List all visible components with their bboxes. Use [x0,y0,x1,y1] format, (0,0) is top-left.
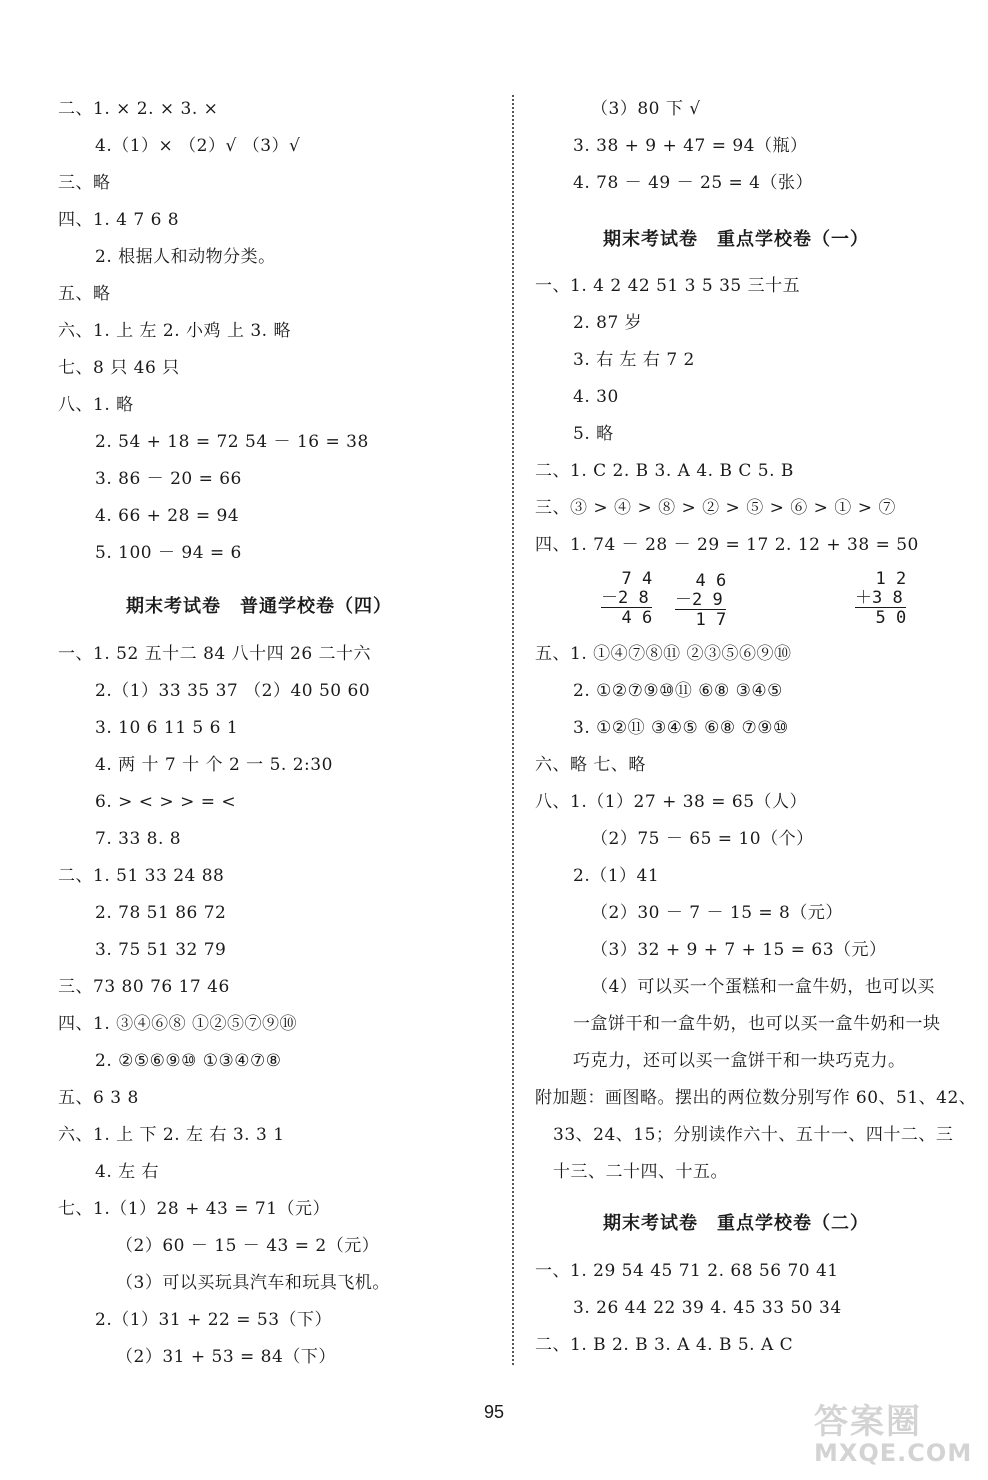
answer-line: 二、1. × 2. × 3. × [58,99,219,119]
answer-line: 4. 78 － 49 － 25 = 4（张） [573,173,814,193]
answer-line: 4. 左 右 [95,1162,160,1182]
answer-line: （2）75 － 65 = 10（个） [591,829,814,849]
answer-line: 六、1. 上 左 2. 小鸡 上 3. 略 [58,321,291,341]
answer-line: （3）可以买玩具汽车和玩具飞机。 [116,1273,390,1293]
answer-line: 2. 54 + 18 = 72 54 － 16 = 38 [95,432,369,452]
answer-line: 二、1. 51 33 24 88 [58,866,225,886]
answer-line: 五、略 [58,284,111,304]
answer-line: 附加题：画图略。摆出的两位数分别写作 60、51、42、 [535,1088,977,1108]
calc-row: －2 9 [675,590,723,610]
section-heading: 期末考试卷 重点学校卷（二） [603,1213,869,1234]
answer-line: 4. 66 + 28 = 94 [95,506,240,526]
answer-line: （2）60 － 15 － 43 = 2（元） [116,1236,380,1256]
answer-line: 一、1. 29 54 45 71 2. 68 56 70 41 [535,1261,839,1281]
answer-line: 2.（1）41 [573,866,660,886]
answer-line: 7. 33 8. 8 [95,829,182,849]
calc-row: ＋3 8 [855,588,903,608]
calc-result: 5 0 [855,608,907,628]
answer-line: 八、1.（1）27 + 38 = 65（人） [535,792,808,812]
answer-line: （4）可以买一个蛋糕和一盒牛奶，也可以买 [591,977,935,997]
calc-row: 1 2 [855,569,907,589]
answer-line: 2. 87 岁 [573,313,643,333]
answer-line: 3. 26 44 22 39 4. 45 33 50 34 [573,1298,842,1318]
answer-line: 六、1. 上 下 2. 左 右 3. 3 1 [58,1125,285,1145]
column-divider [512,95,514,1365]
section-heading: 期末考试卷 普通学校卷（四） [126,596,392,617]
calc-result: 1 7 [675,610,727,630]
answer-line: 2. ②⑤⑥⑨⑩ ①③④⑦⑧ [95,1051,282,1071]
answer-line: 5. 略 [573,424,614,444]
answer-line: 五、1. ①④⑦⑧⑪ ②③⑤⑥⑨⑩ [535,644,792,664]
answer-line: 3. 86 － 20 = 66 [95,469,242,489]
answer-line: 一、1. 4 2 42 51 3 5 35 三十五 [535,276,801,296]
answer-line: 5. 100 － 94 = 6 [95,543,242,563]
answer-line: 2.（1）33 35 37 （2）40 50 60 [95,681,371,701]
answer-line: 4.（1）× （2）√ （3）√ [95,136,301,156]
answer-line: 四、1. 74 － 28 － 29 = 17 2. 12 + 38 = 50 [535,535,919,555]
answer-line: 八、1. 略 [58,395,134,415]
watermark-logo [814,1394,974,1466]
section-heading: 期末考试卷 重点学校卷（一） [603,229,869,250]
answer-line: （3）32 + 9 + 7 + 15 = 63（元） [591,940,887,960]
answer-line: 3. ①②⑪ ③④⑤ ⑥⑧ ⑦⑨⑩ [573,718,789,738]
answer-line: 3. 10 6 11 5 6 1 [95,718,239,738]
calc-row: 4 6 [675,571,727,591]
page-number: 95 [483,1402,505,1422]
answer-line: 2. 78 51 86 72 [95,903,227,923]
calc-result: 4 6 [601,608,653,628]
answer-line: 四、1. 4 7 6 8 [58,210,180,230]
watermark-title: 答案圈 [814,1402,922,1442]
answer-line: 三、③ > ④ > ⑧ > ② > ⑤ > ⑥ > ① > ⑦ [535,498,896,518]
answer-line: 巧克力，还可以买一盒饼干和一块巧克力。 [573,1051,906,1071]
answer-line: 4. 两 十 7 十 个 2 一 5. 2:30 [95,755,333,775]
answer-line: 二、1. B 2. B 3. A 4. B 5. A C [535,1335,794,1355]
answer-line: 2.（1）31 + 22 = 53（下） [95,1310,333,1330]
answer-line: 三、略 [58,173,111,193]
answer-line: 七、1.（1）28 + 43 = 71（元） [58,1199,331,1219]
watermark-url: MXQE.COM [814,1439,973,1467]
answer-line: 2. ①②⑦⑨⑩⑪ ⑥⑧ ③④⑤ [573,681,783,701]
calc-row: 7 4 [601,569,653,589]
answer-line: 四、1. ③④⑥⑧ ①②⑤⑦⑨⑩ [58,1014,298,1034]
answer-line: 六、略 七、略 [535,755,646,775]
answer-line: 3. 38 + 9 + 47 = 94（瓶） [573,136,808,156]
vertical-calculation [855,569,906,627]
answer-line: （2）30 － 7 － 15 = 8（元） [591,903,843,923]
answer-line: 七、8 只 46 只 [58,358,180,378]
calc-row: －2 8 [601,588,649,608]
answer-line: 4. 30 [573,387,619,407]
answer-line: （2）31 + 53 = 84（下） [116,1347,336,1367]
answer-line: 3. 右 左 右 7 2 [573,350,695,370]
answer-line: 3. 75 51 32 79 [95,940,227,960]
answer-line: 33、24、15；分别读作六十、五十一、四十二、三 [553,1125,954,1145]
vertical-calculation [601,569,652,627]
vertical-calculation [675,571,726,629]
answer-line: 一、1. 52 五十二 84 八十四 26 二十六 [58,644,372,664]
answer-line: 三、73 80 76 17 46 [58,977,230,997]
answer-line: 二、1. C 2. B 3. A 4. B C 5. B [535,461,794,481]
answer-line: 6. > < > > = < [95,792,237,812]
answer-line: 一盒饼干和一盒牛奶，也可以买一盒牛奶和一块 [573,1014,941,1034]
answer-line: 2. 根据人和动物分类。 [95,247,276,267]
answer-line: （3）80 下 √ [591,99,701,119]
answer-line: 十三、二十四、十五。 [553,1162,728,1182]
answer-line: 五、6 3 8 [58,1088,139,1108]
